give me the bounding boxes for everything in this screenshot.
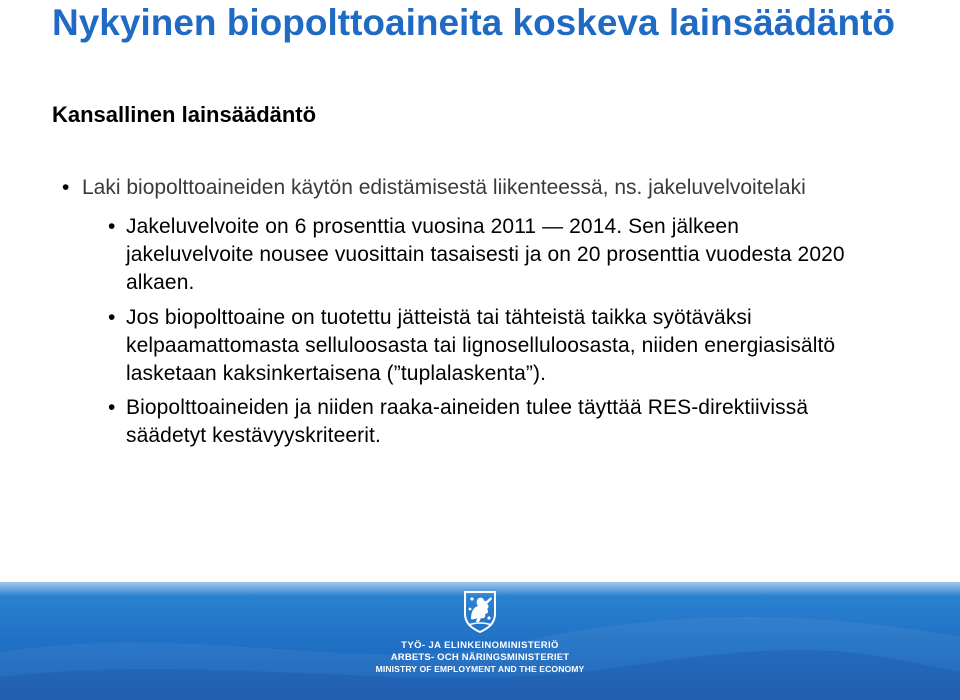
ministry-name-finnish: TYÖ- JA ELINKEINOMINISTERIÖ [401, 640, 559, 651]
bullet-dot: • [108, 306, 116, 329]
bullet-item-double-counting [0, 304, 866, 388]
slide-title: Nykyinen biopolttoaineita koskeva lainsäädäntö [52, 2, 896, 43]
bullet-dot: • [62, 176, 70, 199]
heraldic-lion-icon [462, 589, 498, 633]
ministry-name-english: MINISTRY OF EMPLOYMENT AND THE ECONOMY [375, 664, 585, 674]
ministry-name-swedish: ARBETS- OCH NÄRINGSMINISTERIET [390, 652, 570, 663]
bullet-item-distribution-law [0, 174, 882, 202]
bullet-dot: • [108, 396, 116, 419]
bullet-item-obligation [0, 213, 866, 297]
bullet-text: Biopolttoaineiden ja niiden raaka-aineiden tulee täyttää RES-direktiivissä säädetyt kestävyyskriteerit. [126, 396, 809, 447]
bullet-list [0, 174, 960, 450]
footer-band [0, 582, 960, 700]
ministry-logo [372, 585, 588, 697]
slide-subtitle: Kansallinen lainsäädäntö [52, 102, 317, 127]
bullet-item-sustainability [0, 394, 866, 450]
bullet-dot: • [108, 215, 116, 238]
bullet-text: Jakeluvelvoite on 6 prosenttia vuosina 2011 — 2014. Sen jälkeen jakeluvelvoite nousee vuosittain tasaisesti ja on 20 prosenttia vuodesta 2020 alkaen. [126, 215, 845, 294]
bullet-text: Laki biopolttoaineiden käytön edistämisestä liikenteessä, ns. jakeluvelvoitelaki [82, 176, 806, 199]
bullet-text: Jos biopolttoaine on tuotettu jätteistä tai tähteistä taikka syötäväksi kelpaamattomasta selluloosasta tai lignoselluloosasta, niiden energiasisältö lasketaan kaksinkertaisena (”tuplalaskenta”). [126, 306, 836, 385]
